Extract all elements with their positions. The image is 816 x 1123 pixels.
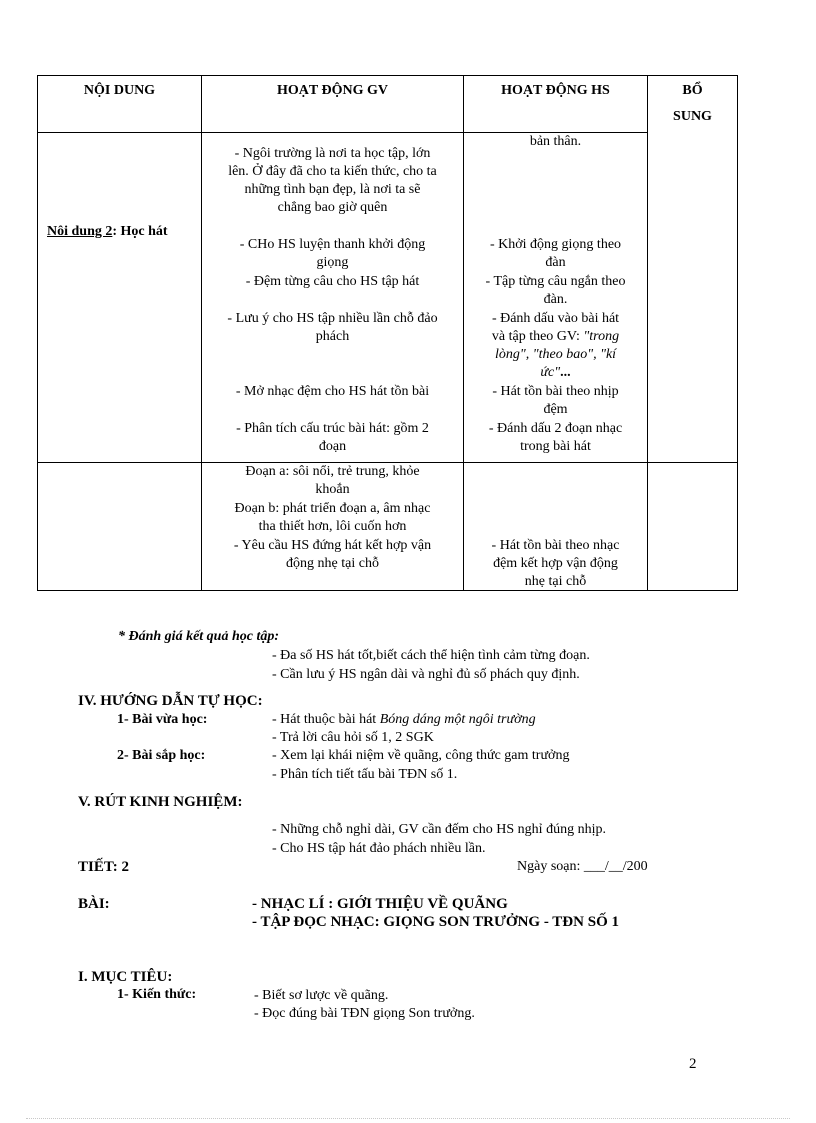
teacher-line: Đoạn a: sôi nổi, trẻ trung, khỏe bbox=[245, 464, 420, 479]
header-supplement-line1: BỔ bbox=[682, 83, 703, 98]
row2-teacher-cell bbox=[202, 463, 464, 591]
teacher-line: chẳng bao giờ quên bbox=[277, 200, 388, 215]
row2-student-cell bbox=[464, 463, 648, 591]
ellipsis: ... bbox=[560, 365, 571, 380]
row2-supplement-cell bbox=[648, 463, 738, 591]
teacher-line: động nhẹ tại chỗ bbox=[286, 556, 379, 571]
student-line: - Đánh dấu vào bài hát bbox=[491, 311, 620, 326]
teacher-line: những tình bạn đẹp, là nơi ta sẽ bbox=[244, 182, 421, 197]
row2-content-cell bbox=[38, 463, 202, 591]
header-supplement-line2: SUNG bbox=[673, 109, 712, 124]
teacher-line: phách bbox=[315, 329, 350, 344]
evaluation-line: - Cần lưu ý HS ngân dài và nghỉ đủ số phách quy định. bbox=[272, 667, 580, 682]
self-study-item2-label: 2- Bài sắp học: bbox=[117, 748, 206, 763]
teacher-line: - Lưu ý cho HS tập nhiều lần chỗ đảo bbox=[227, 311, 438, 326]
student-line: - Hát tồn bài theo nhạc bbox=[491, 538, 620, 553]
experience-title: V. RÚT KINH NGHIỆM: bbox=[78, 794, 243, 810]
teacher-line: - Mở nhạc đệm cho HS hát tồn bài bbox=[235, 384, 430, 399]
teacher-line: - Ngôi trường là nơi ta học tập, lớn bbox=[234, 146, 431, 161]
student-line: đệm bbox=[543, 402, 568, 417]
teacher-line: - CHo HS luyện thanh khởi động bbox=[239, 237, 426, 252]
experience-line: - Cho HS tập hát đảo phách nhiều lần. bbox=[272, 841, 486, 856]
row1-student-cell bbox=[464, 133, 648, 463]
lesson-title-line1: - NHẠC LÍ : GIỚI THIỆU VỀ QUÃNG bbox=[252, 896, 508, 912]
student-line: nhẹ tại chỗ bbox=[524, 574, 587, 589]
teacher-line: khoắn bbox=[315, 482, 350, 497]
self-study-item1-prefix: - Hát thuộc bài hát bbox=[272, 712, 380, 727]
teacher-line: đoạn bbox=[318, 439, 347, 454]
knowledge-line: - Đọc đúng bài TĐN giọng Son trưởng. bbox=[254, 1006, 475, 1021]
student-line: - Tập từng câu ngắn theo bbox=[485, 274, 626, 289]
lesson-title-line2: - TẬP ĐỌC NHẠC: GIỌNG SON TRƯỞNG - TĐN SỐ 1 bbox=[252, 914, 619, 930]
student-line: bản thân. bbox=[529, 134, 582, 149]
song-phrase: ức" bbox=[540, 365, 561, 380]
song-phrase: "trong bbox=[583, 329, 620, 344]
content-section-label-rest: : Học hát bbox=[112, 224, 168, 239]
knowledge-label: 1- Kiến thức: bbox=[117, 987, 197, 1002]
content-section-label-underlined: Nôi dung 2 bbox=[47, 224, 113, 239]
song-phrase-line: lòng", "theo bao", "kí bbox=[494, 347, 617, 362]
self-study-item1-label: 1- Bài vừa học: bbox=[117, 712, 208, 727]
self-study-item1-line2: - Trả lời câu hỏi số 1, 2 SGK bbox=[272, 730, 434, 745]
row1-teacher-cell bbox=[202, 133, 464, 463]
student-line-text: và tập theo GV: bbox=[491, 329, 584, 344]
self-study-item2-line1: - Xem lại khái niệm về quãng, công thức gam trưởng bbox=[272, 748, 570, 763]
student-line: đệm kết hợp vận động bbox=[493, 556, 618, 571]
teacher-line: - Phân tích cấu trúc bài hát: gồm 2 bbox=[236, 421, 429, 436]
self-study-item1-line1 bbox=[272, 712, 536, 728]
teacher-line: lên. Ở đây đã cho ta kiến thức, cho ta bbox=[228, 164, 437, 179]
content-section-label bbox=[47, 223, 168, 241]
header-content: NỘI DUNG bbox=[38, 76, 202, 133]
teacher-line: tha thiết hơn, lôi cuốn hơn bbox=[258, 519, 407, 534]
student-line bbox=[464, 364, 647, 382]
objectives-title: I. MỤC TIÊU: bbox=[78, 969, 173, 985]
teacher-line: - Đệm từng câu cho HS tập hát bbox=[245, 274, 420, 289]
student-line: - Khởi động giọng theo bbox=[489, 237, 622, 252]
student-line: trong bài hát bbox=[520, 439, 591, 454]
lesson-label: BÀI: bbox=[78, 896, 110, 912]
student-line: đàn bbox=[545, 255, 566, 270]
student-line bbox=[464, 328, 647, 346]
header-teacher-activity: HOẠT ĐỘNG GV bbox=[202, 76, 464, 133]
self-study-title: IV. HƯỚNG DẪN TỰ HỌC: bbox=[78, 693, 263, 709]
student-line: đàn. bbox=[543, 292, 568, 307]
evaluation-line: - Đa số HS hát tốt,biết cách thể hiện tình cảm từng đoạn. bbox=[272, 648, 590, 663]
page-bottom-divider bbox=[26, 1118, 790, 1119]
student-line: - Hát tồn bài theo nhịp bbox=[492, 384, 619, 399]
knowledge-line: - Biết sơ lược về quãng. bbox=[254, 988, 389, 1003]
evaluation-title: * Đánh giá kết quả học tập: bbox=[118, 629, 280, 644]
row1-content-cell bbox=[38, 133, 202, 463]
teacher-line: - Yêu cầu HS đứng hát kết hợp vận bbox=[233, 538, 432, 553]
song-title: Bóng dáng một ngôi trường bbox=[379, 712, 536, 727]
page-number: 2 bbox=[689, 1056, 697, 1072]
header-supplement bbox=[648, 76, 738, 463]
self-study-item2-line2: - Phân tích tiết tấu bài TĐN số 1. bbox=[272, 767, 458, 782]
period-label: TIẾT: 2 bbox=[78, 859, 129, 875]
lesson-activity-table bbox=[37, 75, 738, 591]
prepared-date: Ngày soạn: ___/__/200 bbox=[517, 859, 648, 874]
experience-line: - Những chỗ nghỉ dài, GV cần đếm cho HS nghỉ đúng nhịp. bbox=[272, 822, 606, 837]
student-line: - Đánh dấu 2 đoạn nhạc bbox=[488, 421, 623, 436]
header-student-activity: HOẠT ĐỘNG HS bbox=[464, 76, 648, 133]
teacher-line: Đoạn b: phát triển đoạn a, âm nhạc bbox=[234, 501, 431, 516]
teacher-line: giọng bbox=[316, 255, 349, 270]
